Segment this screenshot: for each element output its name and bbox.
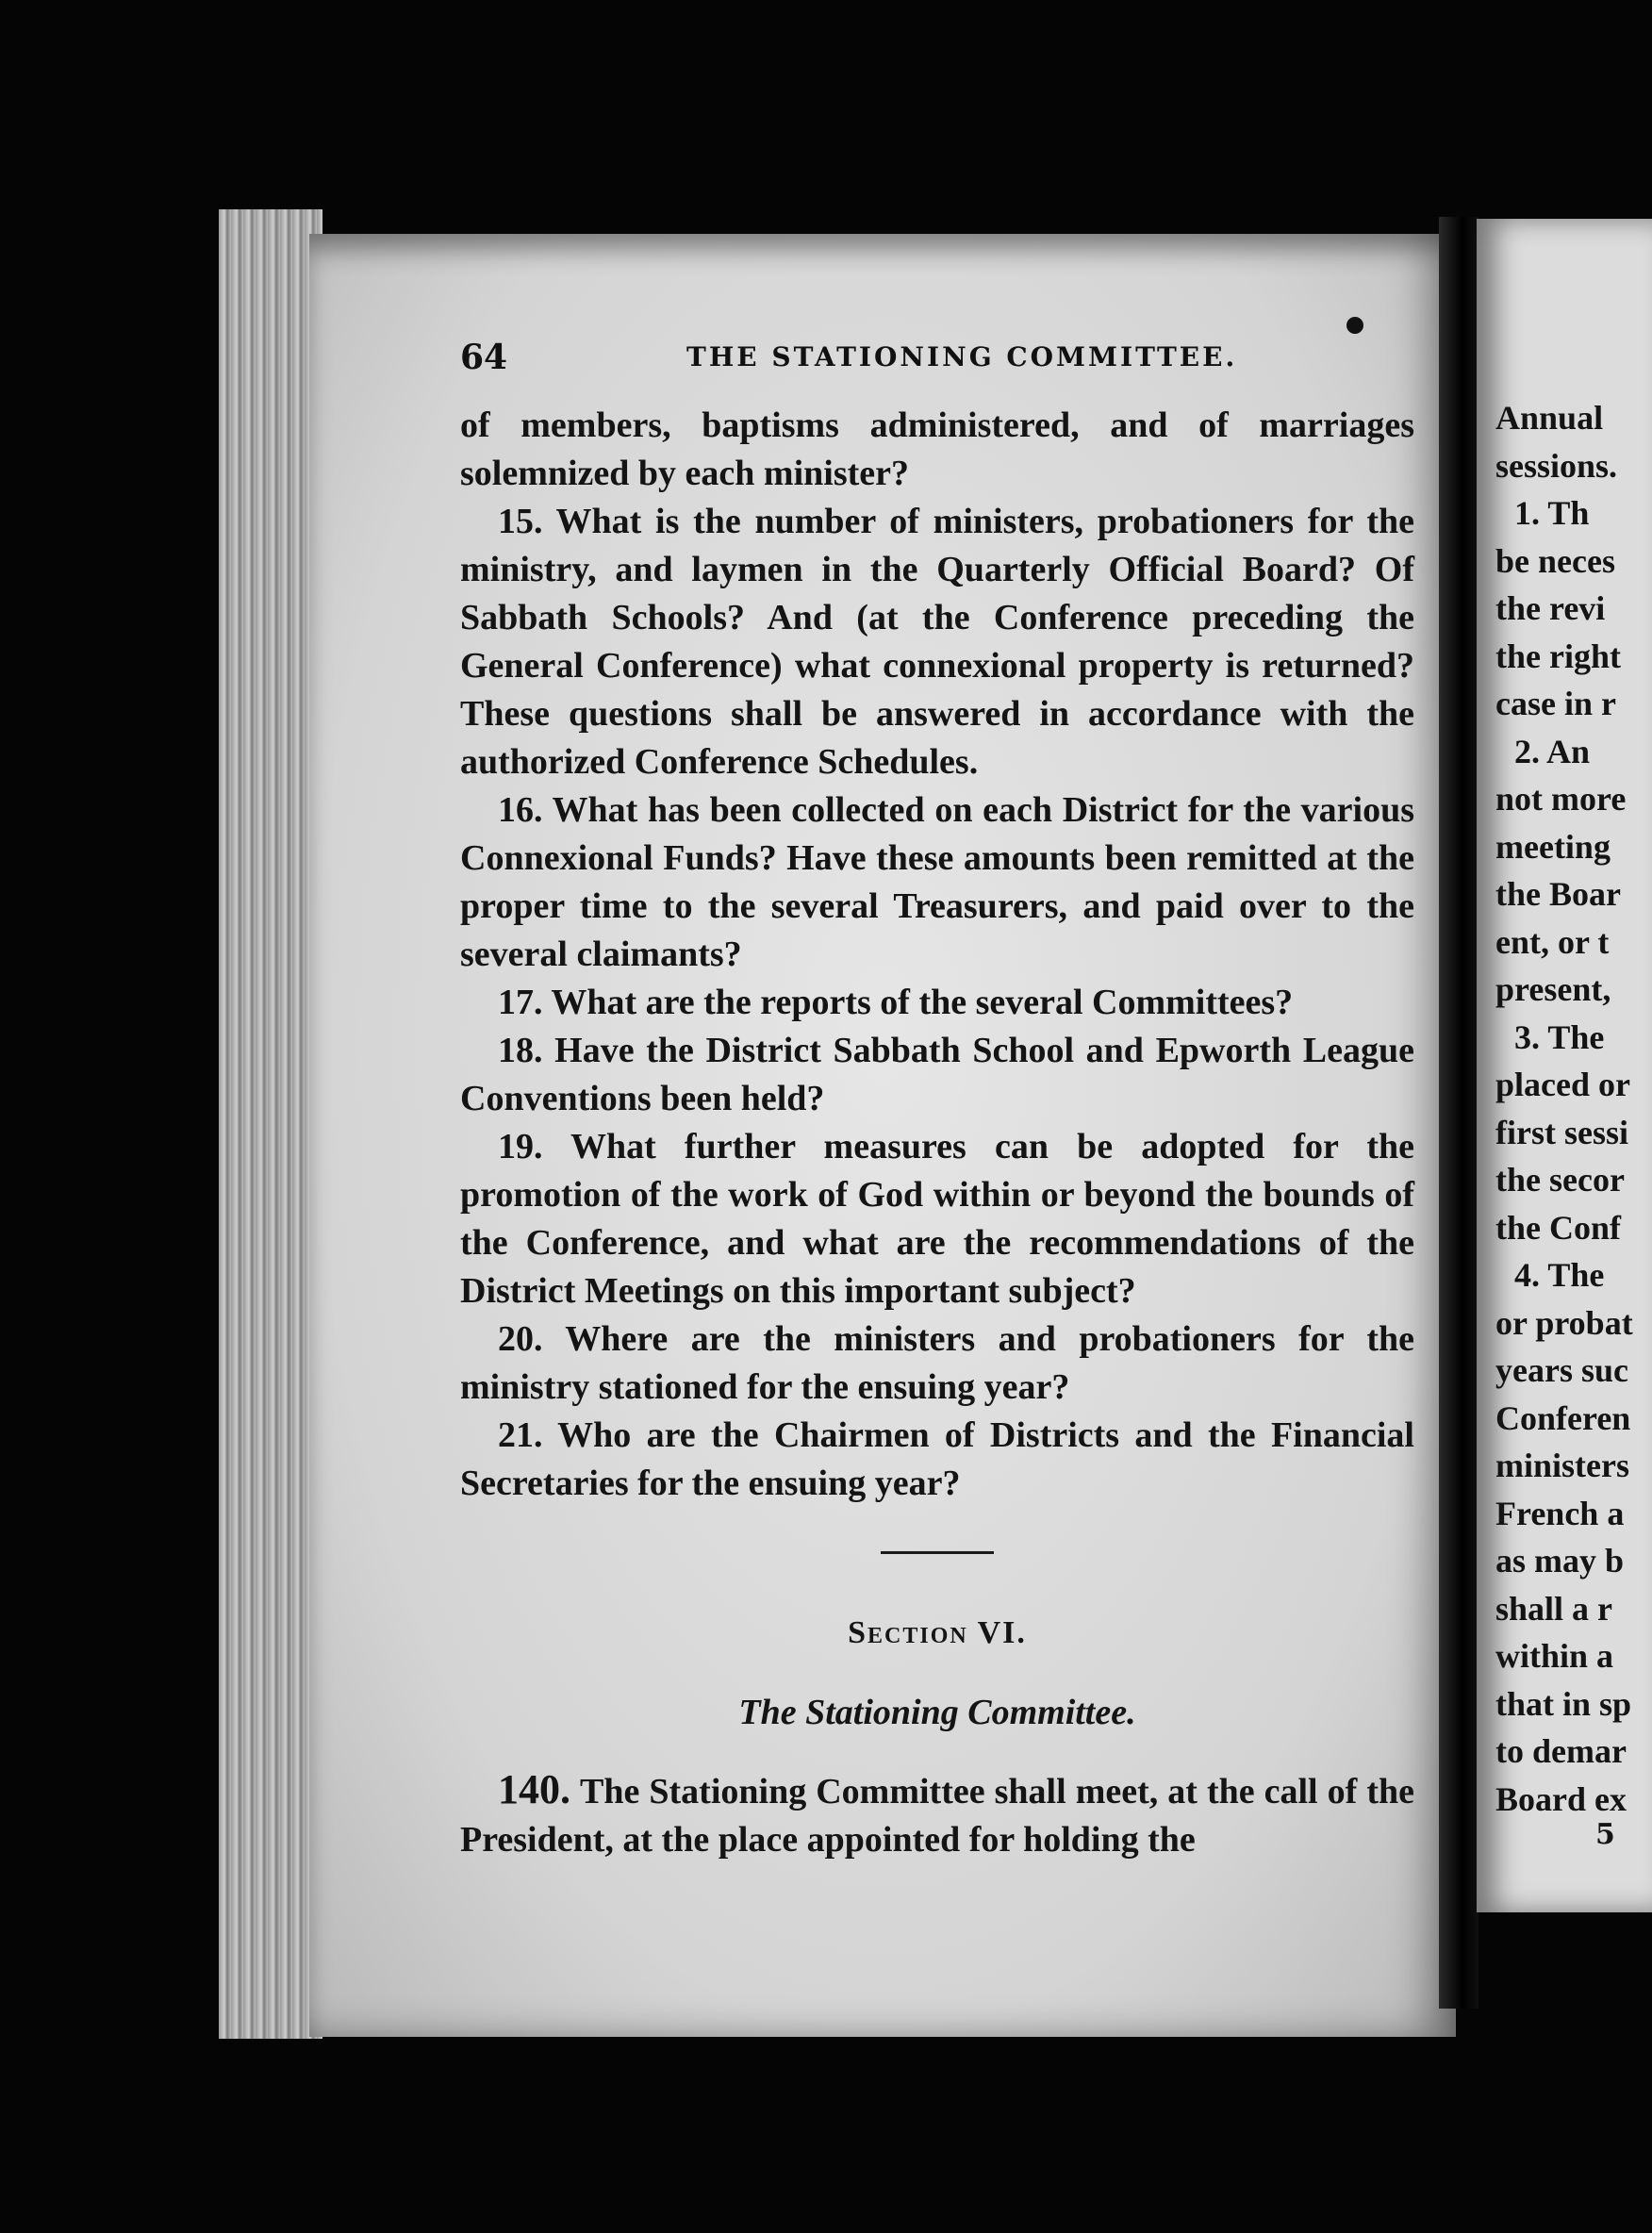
right-page-line: be neces (1495, 541, 1615, 580)
right-page-line: ent, or t (1495, 922, 1610, 961)
page-number: 64 (460, 338, 508, 377)
paragraph-140-text: The Stationing Committee shall meet, at the call of the President, at the place appointed for holding the (460, 1772, 1414, 1860)
right-page-line: Board ex (1495, 1779, 1627, 1818)
right-page-line: the Conf (1495, 1208, 1621, 1247)
right-page-line: as may b (1495, 1542, 1625, 1580)
right-page-text (1495, 394, 1633, 1823)
right-page-line: ministers (1495, 1447, 1629, 1484)
right-page-line: or probat (1495, 1303, 1633, 1342)
section-subtitle: The Stationing Committee. (738, 1693, 1136, 1732)
right-page (1477, 219, 1652, 1912)
right-page-line: Conferen (1495, 1398, 1631, 1437)
right-page-line: 1. Th (1514, 494, 1590, 532)
right-page-line: 2. An (1514, 732, 1591, 770)
right-page-line: Annual (1495, 399, 1604, 437)
book-gutter (1439, 217, 1479, 2009)
right-page-line: shall a r (1495, 1589, 1613, 1628)
body-text (460, 402, 1414, 1864)
running-header (309, 338, 1456, 385)
paragraph-17: 17. What are the reports of the several Committees? (498, 983, 1294, 1022)
right-page-line: years suc (1495, 1351, 1628, 1389)
paragraph-continuation: of members, baptisms administered, and of marriages solemnized by each minister? (460, 405, 1414, 493)
section-divider (881, 1551, 994, 1554)
right-page-line: 4. The (1514, 1256, 1605, 1294)
left-page (309, 234, 1456, 2037)
paragraph-number: 140. (498, 1766, 570, 1812)
right-page-line: the Boar (1495, 875, 1621, 913)
paragraph-16: 16. What has been collected on each District for the various Connexional Funds? Have these amounts been remitted at the proper time to the several Treasurers, and paid over to the several claimants? (460, 790, 1414, 974)
right-page-line: the revi (1495, 589, 1606, 627)
paragraph-21: 21. Who are the Chairmen of Districts and the Financial Secretaries for the ensuing year? (460, 1415, 1414, 1503)
right-page-line: first sessi (1495, 1113, 1628, 1151)
right-page-line: present, (1495, 970, 1611, 1008)
paragraph-20: 20. Where are the ministers and probationers for the ministry stationed for the ensuing year? (460, 1319, 1414, 1407)
right-page-line: to demar (1495, 1732, 1627, 1770)
right-page-line: 3. The (1514, 1017, 1605, 1056)
page-edges (219, 209, 322, 2039)
right-page-line: that in sp (1495, 1684, 1632, 1723)
right-page-line: meeting (1495, 827, 1611, 866)
right-page-line: the secor (1495, 1161, 1625, 1199)
right-page-line: case in r (1495, 685, 1616, 722)
right-page-line: French a (1495, 1494, 1625, 1532)
paragraph-19: 19. What further measures can be adopted for the promotion of the work of God within or beyond the bounds of the Conference, and what are the recommendations of the District Meetings on this important subject? (460, 1127, 1414, 1311)
right-page-line: the right (1495, 637, 1621, 675)
paragraph-140 (460, 1765, 1414, 1864)
right-page-line: placed or (1495, 1066, 1630, 1103)
right-page-line: not more (1495, 780, 1627, 818)
paragraph-15: 15. What is the number of ministers, probationers for the ministry, and laymen in the Quarterly Official Board? Of Sabbath Schools? And (at the Conference preceding the General Conference) what connexional property is returned? These questions shall be answered in accordance with the authorized Conference Schedules. (460, 502, 1414, 782)
right-page-line: within a (1495, 1637, 1614, 1675)
paragraph-18: 18. Have the District Sabbath School and Epworth League Conventions been held? (460, 1031, 1414, 1118)
right-page-line: sessions. (1495, 446, 1618, 485)
section-heading: Section VI. (848, 1615, 1027, 1650)
right-page-number: 5 (1595, 1818, 1615, 1851)
ink-dot (1346, 317, 1363, 334)
running-title: THE STATIONING COMMITTEE. (686, 341, 1238, 372)
